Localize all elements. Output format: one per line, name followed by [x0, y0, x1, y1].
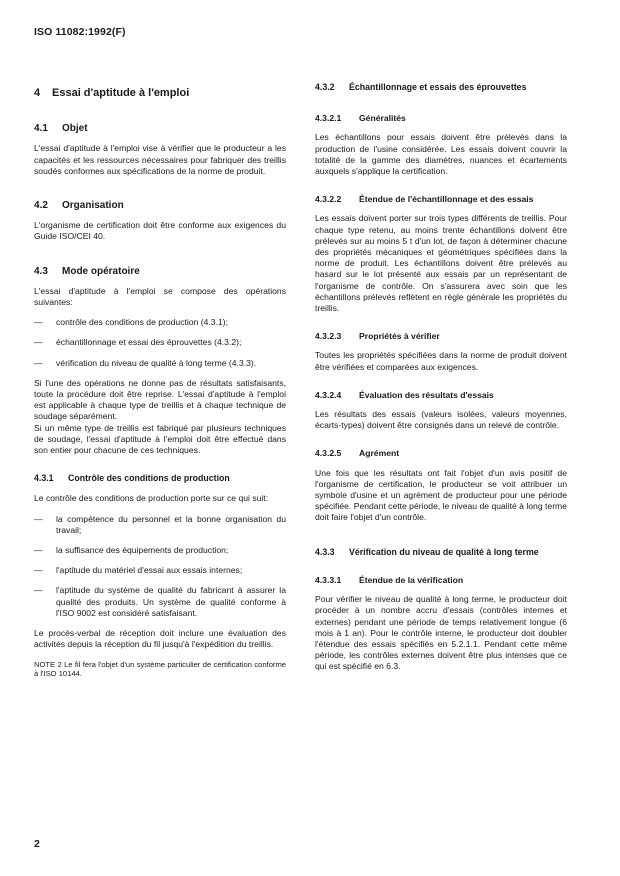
page-number: 2: [34, 838, 40, 850]
section-title: Essai d'aptitude à l'emploi: [52, 87, 190, 99]
section-4-3-3-1-heading: [315, 575, 567, 586]
list-item: — l'aptitude du matériel d'essai aux essais internes;: [34, 565, 286, 576]
section-title: Agrément: [359, 448, 400, 459]
section-title: Étendue de l'échantillonnage et des essais: [359, 194, 534, 205]
list-item: — la compétence du personnel et la bonne organisation du travail;: [34, 514, 286, 536]
dash-list: [34, 514, 286, 619]
section-number: 4.2: [34, 200, 48, 212]
section-4-1-heading: [34, 123, 286, 134]
paragraph: L'essai d'aptitude à l'emploi vise à vérifier que le producteur a les capacités et les ressources nécessaires pour fabriquer des treillis soudés conformes aux spécifications de la norme de produit.: [34, 143, 286, 176]
paragraph: Une fois que les résultats ont fait l'objet d'un avis positif de l'organisme de certification, le producteur se voit attribuer un symbole d'usine et un agrément de producteur pour une période spécifiée. Pendant cette période, le niveau de qualité à long terme doit faire l'objet d'un contrôle.: [315, 467, 567, 523]
section-number: 4.3.3.1: [315, 574, 342, 585]
section-title: Mode opératoire: [62, 265, 140, 277]
paragraph: L'essai d'aptitude à l'emploi se compose des opérations suivantes:: [34, 285, 286, 308]
section-number: 4.3.2.5: [315, 448, 342, 459]
section-number: 4: [34, 87, 41, 99]
section-title: Contrôle des conditions de production: [68, 473, 230, 484]
section-number: 4.3.2.2: [315, 194, 342, 205]
dash-list: [34, 317, 286, 369]
section-title: Échantillonnage et essais des éprouvettes: [349, 82, 527, 92]
section-4-3-2-heading: [315, 82, 567, 93]
section-4-3-2-2-heading: [315, 194, 567, 205]
section-title: Organisation: [62, 200, 124, 212]
section-title: Objet: [62, 123, 88, 135]
paragraph: L'organisme de certification doit être conforme aux exigences du Guide ISO/CEI 40.: [34, 220, 286, 242]
section-number: 4.1: [34, 123, 48, 135]
section-number: 4.3.2.4: [315, 389, 342, 400]
paragraph: Le contrôle des conditions de production porte sur ce qui suit:: [34, 493, 269, 504]
section-4-3-1-heading: [34, 473, 286, 484]
paragraph: Toutes les propriétés spécifiées dans la norme de produit doivent être vérifiées et comparées aux exigences.: [315, 350, 567, 372]
paragraph: Si un même type de treillis est fabriqué par plusieurs techniques de soudage, l'essai d'aptitude à l'emploi doit être effectué dans son entier pour chacune de ces techniques.: [34, 422, 286, 456]
section-number: 4.3.2.1: [315, 113, 342, 124]
section-number: 4.3.1: [34, 473, 54, 484]
section-title: Évaluation des résultats d'essais: [359, 389, 494, 400]
list-item: — échantillonnage et essai des éprouvettes (4.3.2);: [34, 337, 286, 348]
paragraph: Les échantillons pour essais doivent être prélevés dans la production de l'usine considérée. Les essais doivent couvrir la totalité de la gamme des diamètres, nuances et écartements auxquels s'applique la certification.: [315, 132, 567, 177]
list-item: — contrôle des conditions de production (4.3.1);: [34, 317, 286, 328]
section-4-3-2-4-heading: [315, 390, 567, 401]
paragraph: Les résultats des essais (valeurs isolées, valeurs moyennes, écarts-types) doivent être consignés dans un relevé de contrôle.: [315, 409, 567, 431]
list-item: — vérification du niveau de qualité à long terme (4.3.3).: [34, 358, 286, 369]
section-number: 4.3: [34, 265, 48, 277]
right-column: [315, 82, 567, 682]
section-title: Propriétés à vérifier: [359, 331, 440, 342]
note: NOTE 2 Le fil fera l'objet d'un système particulier de certification conforme à l'ISO 10144.: [34, 659, 286, 679]
section-number: 4.3.3: [315, 546, 335, 557]
section-4-3-3-heading: [315, 547, 567, 558]
section-4-3-heading: [34, 266, 286, 277]
left-column: [34, 82, 286, 688]
paragraph: Le procès-verbal de réception doit inclure une évaluation des activités depuis la réception du fil jusqu'à l'expédition du treillis.: [34, 628, 286, 650]
paragraph: Pour vérifier le niveau de qualité à long terme, le producteur doit procéder à un nombre accru d'essais (contrôles internes et externes) pendant une période de temps relativement longue (6 mois à 1 an). Pour le contrôle interne, le producteur doit doubler l'étendue des essais spécifiés en 5.2.1.1. Pendant cette même période, les contrôles externes doivent être plus intenses que ce qui est spécifié en 6.3.: [315, 594, 567, 672]
section-4-2-heading: [34, 200, 286, 211]
section-4-heading: [34, 88, 286, 99]
section-4-3-2-3-heading: [315, 331, 567, 342]
section-title: Vérification du niveau de qualité à long terme: [349, 546, 539, 557]
list-item: — la suffisance des équipements de production;: [34, 545, 286, 556]
section-number: 4.3.2: [315, 82, 335, 92]
section-4-3-2-5-heading: [315, 448, 567, 459]
list-item: — l'aptitude du système de qualité du fabricant à assurer la qualité des produits. Un système de qualité conforme à l'ISO 9002 est considéré satisfaisant.: [34, 585, 286, 619]
section-title: Étendue de la vérification: [359, 574, 464, 585]
document-header: ISO 11082:1992(F): [34, 26, 126, 38]
section-number: 4.3.2.3: [315, 331, 342, 342]
section-title: Généralités: [359, 113, 406, 124]
paragraph: Si l'une des opérations ne donne pas de résultats satisfaisants, toute la procédure doit être reprise. L'essai d'aptitude à l'emploi est applicable à chaque type de treillis et à chaque technique de soudage séparément.: [34, 377, 286, 422]
paragraph: Les essais doivent porter sur trois types différents de treillis. Pour chaque type retenu, au moins trente échantillons doivent être prélevés sur au moins 5 t d'un lot, de façon à déterminer chacune des propriétés mécaniques et géométriques spécifiées dans la norme de produit. Les échantillons doivent être prélevés au hasard sur le lot présenté aux essais par un représentant de l'organisme de contrôle. On s'assurera avec soin que les échantillons prélevés reflètent en règle générale les propriétés du treillis.: [315, 213, 567, 314]
section-4-3-2-1-heading: [315, 113, 567, 124]
